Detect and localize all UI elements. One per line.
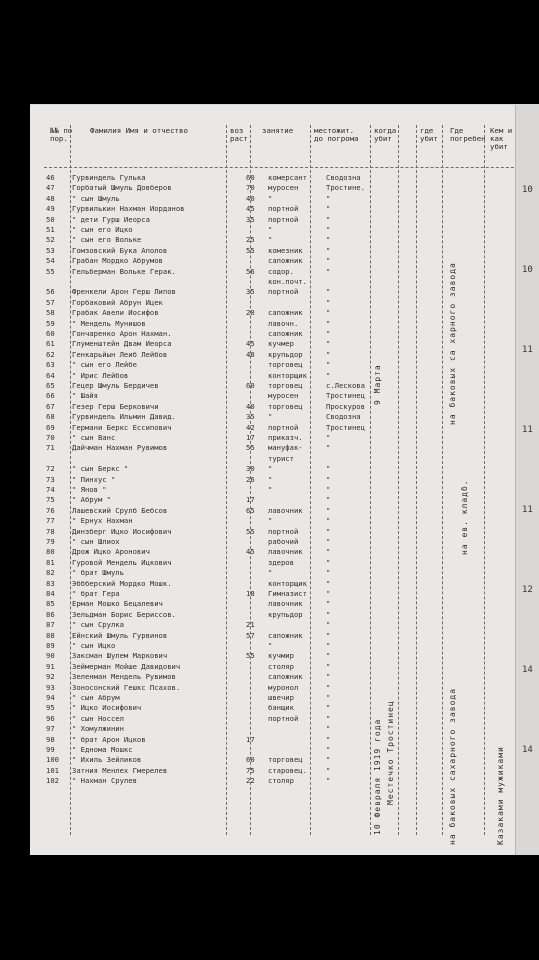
row-residence: " (326, 745, 331, 754)
row-number: 63 (46, 360, 55, 370)
strip-mark: 12 (522, 585, 533, 595)
row-name: Гурвилькин Нахман Иорданов (72, 204, 185, 214)
strip-mark: 11 (522, 425, 533, 435)
row-name: " Еднома Мошкс (72, 745, 133, 754)
row-residence: " (326, 578, 331, 588)
row-name: Лашевский Срулб Бебсов (72, 505, 168, 515)
row-occupation: портной (268, 287, 299, 297)
row-number: 92 (46, 672, 55, 682)
row-residence: " (326, 225, 331, 234)
row-name: " дети Гурш Иеорса (72, 214, 150, 224)
row-name: Горбаковий Абрун Ицек (72, 297, 163, 307)
row-residence: " (326, 526, 331, 536)
row-number: 53 (46, 245, 55, 255)
vertical-burial-1: на баковых са харного завода (448, 262, 457, 425)
row-name: Гецер Шмуль Бердичев (72, 381, 159, 390)
row-name: " Ирис Лейбов (72, 370, 129, 380)
row-number: 64 (46, 370, 55, 380)
row-residence: " (326, 661, 331, 671)
row-number: 88 (46, 630, 55, 640)
row-occupation: комезник (268, 245, 303, 255)
strip-mark: 14 (522, 665, 533, 675)
row-residence: " (326, 734, 331, 744)
row-number: 90 (46, 651, 55, 661)
row-name: Зоносонский Гешкс Псахов. (72, 682, 181, 692)
document-page (30, 105, 539, 855)
row-residence: " (326, 266, 331, 276)
row-occupation: портной (268, 204, 299, 214)
row-occupation: " (268, 568, 273, 578)
row-age: 17 (246, 734, 255, 744)
row-residence: " (326, 547, 331, 557)
row-occupation: " (268, 464, 273, 474)
row-age: 17 (246, 433, 255, 442)
row-number: 89 (46, 641, 55, 650)
row-number: 57 (46, 297, 55, 307)
row-age: 55 (246, 651, 255, 661)
row-occupation: " (268, 235, 273, 245)
row-name: " сын Ванс (72, 433, 116, 442)
row-number: 76 (46, 505, 55, 515)
row-residence: " (326, 568, 331, 578)
row-number: 83 (46, 578, 55, 588)
row-occupation: столяр (268, 661, 294, 671)
row-name: Гончаренко Арон Нахман. (72, 329, 172, 338)
row-occupation: турист (268, 453, 294, 463)
row-number: 61 (46, 339, 55, 349)
row-name: " сын его Вольке (72, 235, 142, 245)
row-age: 35 (246, 214, 255, 224)
row-name: " Нахман Срулев (72, 776, 137, 786)
row-residence: Сводозна (326, 173, 361, 182)
row-number: 51 (46, 225, 55, 234)
row-name: " сын Шлиох (72, 537, 120, 546)
row-number: 96 (46, 713, 55, 723)
row-occupation: лавочник (268, 505, 303, 515)
row-residence: " (326, 589, 331, 598)
row-name: Гезер Герш Берковичи (72, 401, 159, 411)
row-number: 79 (46, 537, 55, 546)
row-name: Эббберский Мордко Мошк. (72, 578, 172, 588)
row-occupation: портной (268, 526, 299, 536)
row-name: Гурвиндель Гулька (72, 173, 146, 182)
row-number: 46 (46, 173, 55, 182)
row-number: 60 (46, 329, 55, 338)
row-number: 86 (46, 609, 55, 619)
header-killed-by: Кем и как убит (490, 126, 513, 151)
row-number: 80 (46, 547, 55, 557)
row-occupation: крупьдор (268, 349, 303, 359)
column-line (442, 125, 443, 835)
row-residence: " (326, 776, 331, 786)
row-number: 81 (46, 557, 55, 567)
row-number: 82 (46, 568, 55, 578)
row-residence: " (326, 318, 331, 328)
row-name: " сын его Лейбе (72, 360, 137, 370)
row-residence: Тростинец (326, 391, 365, 401)
row-name: Гельберман Вольке Герак. (72, 266, 176, 276)
row-occupation: торговец (268, 381, 303, 390)
row-residence: " (326, 433, 331, 442)
row-occupation: муросен (268, 391, 299, 401)
row-number: 65 (46, 381, 55, 390)
row-name: Затния Менлех Гмерелев (72, 765, 168, 775)
row-age: 48 (246, 349, 255, 359)
strip-mark: 10 (522, 265, 533, 275)
row-residence: " (326, 256, 331, 266)
strip-mark: 11 (522, 345, 533, 355)
row-age: 55 (246, 245, 255, 255)
row-residence: " (326, 360, 331, 370)
column-line (484, 125, 485, 835)
row-age: 20 (246, 308, 255, 318)
row-residence: " (326, 474, 331, 484)
row-number: 48 (46, 193, 55, 203)
row-number: 99 (46, 745, 55, 754)
row-name: " сын Шмуль (72, 193, 120, 203)
row-occupation: торговец (268, 401, 303, 411)
row-name: " Мендель Мунишов (72, 318, 146, 328)
row-age: 45 (246, 204, 255, 214)
vertical-place: Местечко Тростинец (386, 700, 395, 805)
row-number: 50 (46, 214, 55, 224)
row-age: 26 (246, 474, 255, 484)
row-age: 55 (246, 443, 255, 453)
row-residence: " (326, 505, 331, 515)
row-name: " брат Арон Ицков (72, 734, 146, 744)
row-number: 91 (46, 661, 55, 671)
row-occupation: " (268, 474, 273, 484)
row-name: " сын Абрум (72, 693, 120, 702)
row-number: 68 (46, 412, 55, 422)
row-age: 18 (246, 589, 255, 598)
row-occupation: швечир (268, 693, 294, 702)
row-name: " Ихиль Зейликов (72, 755, 142, 765)
row-name: " Ернух Нахман (72, 516, 133, 526)
row-residence: " (326, 703, 331, 713)
row-name: Глуменштейн Двам Иеорса (72, 339, 172, 349)
row-name: Френкели Арон Герш Липов (72, 287, 176, 297)
row-occupation: " (268, 641, 273, 650)
row-name: Динзберг Ицко Иосифович (72, 526, 172, 536)
row-age: 70 (246, 183, 255, 193)
row-residence: Проскуров (326, 401, 365, 411)
row-number: 70 (46, 433, 55, 442)
row-residence: " (326, 349, 331, 359)
row-occupation: " (268, 412, 273, 422)
row-name: " Пинхус " (72, 474, 116, 484)
strip-mark: 14 (522, 745, 533, 755)
row-residence: " (326, 672, 331, 682)
row-occupation: лавочник (268, 547, 303, 557)
row-occupation: " (268, 485, 273, 494)
row-number: 66 (46, 391, 55, 401)
vertical-date-2: 9 Марта (373, 364, 382, 405)
row-occupation: " (268, 225, 273, 234)
row-occupation: кучмир (268, 651, 294, 661)
header-divider (44, 167, 539, 168)
row-number: 78 (46, 526, 55, 536)
row-residence: " (326, 204, 331, 214)
row-age: 17 (246, 495, 255, 505)
row-name: Грабан Мордко Абрумов (72, 256, 163, 266)
row-number: 74 (46, 485, 55, 494)
row-number: 67 (46, 401, 55, 411)
row-residence: " (326, 630, 331, 640)
row-residence: " (326, 537, 331, 546)
column-line (398, 125, 399, 835)
row-age: 60 (246, 381, 255, 390)
row-occupation: содор. (268, 266, 294, 276)
row-occupation: торговец (268, 755, 303, 765)
row-age: 60 (246, 755, 255, 765)
row-name: " сын Носсел (72, 713, 124, 723)
row-name: Генкарьйын Леиб Лейбов (72, 349, 168, 359)
row-occupation: муронол (268, 682, 299, 692)
strip-mark: 10 (522, 185, 533, 195)
row-number: 55 (46, 266, 55, 276)
row-number: 73 (46, 474, 55, 484)
column-line (70, 125, 71, 835)
row-occupation: сапожник (268, 256, 303, 266)
row-occupation: приказч. (268, 433, 303, 442)
strip-mark: 11 (522, 505, 533, 515)
row-age: 30 (246, 464, 255, 474)
row-name: " сын его Ицко (72, 225, 133, 234)
row-occupation: сапожник (268, 672, 303, 682)
header-name: Фамилия Имя и отчество (90, 126, 188, 135)
row-age: 21 (246, 620, 255, 630)
row-occupation: здеров (268, 557, 294, 567)
row-name: Заксман Шулем Маркович (72, 651, 168, 661)
row-residence: " (326, 516, 331, 526)
header-where-killed: где убит (420, 126, 438, 143)
row-name: Зеймерман Мойше Давидович (72, 661, 181, 671)
column-line (416, 125, 417, 835)
row-number: 93 (46, 682, 55, 692)
vertical-killed-by: Казаками мужиками (496, 746, 505, 845)
row-name: " Шайя (72, 391, 98, 401)
row-age: 35 (246, 287, 255, 297)
row-occupation: сапожник (268, 630, 303, 640)
row-occupation: торговец (268, 360, 303, 370)
row-occupation: сапожник (268, 329, 303, 338)
row-residence: " (326, 485, 331, 494)
row-number: 69 (46, 422, 55, 432)
row-occupation: конторщик (268, 370, 307, 380)
row-age: 57 (246, 630, 255, 640)
row-age: 45 (246, 547, 255, 557)
row-number: 85 (46, 599, 55, 609)
vertical-date-1: 10 Февраля 1919 года (373, 718, 382, 835)
row-name: Ейнский Шмуль Гурвинов (72, 630, 168, 640)
row-occupation: столяр (268, 776, 294, 786)
row-number: 84 (46, 589, 55, 598)
row-age: 35 (246, 412, 255, 422)
header-when-killed: когда убит (374, 126, 397, 143)
row-age: 60 (246, 173, 255, 182)
row-occupation: комерсант (268, 173, 307, 182)
row-residence: " (326, 287, 331, 297)
row-occupation: лавочник (268, 599, 303, 609)
row-name: Горбатый Шмуль Довберов (72, 183, 172, 193)
row-residence: " (326, 651, 331, 661)
row-occupation: кон.почт. (268, 277, 307, 286)
row-name: Гомзовский Бука Аполов (72, 245, 168, 255)
row-residence: " (326, 464, 331, 474)
row-residence: " (326, 682, 331, 692)
row-residence: " (326, 765, 331, 775)
row-age: 55 (246, 526, 255, 536)
row-number: 58 (46, 308, 55, 318)
row-name: " брат Шмуль (72, 568, 124, 578)
row-age: 22 (246, 776, 255, 786)
row-name: " Абрум " (72, 495, 111, 505)
row-residence: " (326, 724, 331, 734)
row-residence: " (326, 620, 331, 630)
row-occupation: Гимназист (268, 589, 307, 598)
row-name: " Ицко Иосифович (72, 703, 142, 713)
row-occupation: конторщик (268, 578, 307, 588)
row-number: 54 (46, 256, 55, 266)
row-number: 95 (46, 703, 55, 713)
row-occupation: муросен (268, 183, 299, 193)
row-name: " Янов " (72, 485, 107, 494)
row-number: 59 (46, 318, 55, 328)
row-residence: " (326, 214, 331, 224)
row-number: 49 (46, 204, 55, 214)
row-residence: " (326, 297, 331, 307)
row-name: " сын Срулка (72, 620, 124, 630)
row-number: 94 (46, 693, 55, 702)
row-occupation: мануфак- (268, 443, 303, 453)
row-residence: с.Лескова (326, 381, 365, 390)
row-number: 56 (46, 287, 55, 297)
row-occupation: старовец. (268, 765, 307, 775)
row-residence: " (326, 693, 331, 702)
header-occupation: занятие (262, 126, 294, 135)
row-occupation: портной (268, 713, 299, 723)
row-age: 40 (246, 401, 255, 411)
row-residence: " (326, 641, 331, 650)
row-residence: " (326, 370, 331, 380)
next-page-edge (515, 105, 539, 855)
row-name: " сын Беркс " (72, 464, 129, 474)
row-number: 101 (46, 765, 59, 775)
row-occupation: портной (268, 214, 299, 224)
row-name: Гурвиндель Ильмин Давид. (72, 412, 176, 422)
row-residence: Сводозна (326, 412, 361, 422)
row-number: 98 (46, 734, 55, 744)
row-number: 97 (46, 724, 55, 734)
row-residence: " (326, 713, 331, 723)
row-name: Зеленман Мендель Рувимов (72, 672, 176, 682)
row-number: 47 (46, 183, 55, 193)
row-residence: " (326, 193, 331, 203)
row-residence: " (326, 495, 331, 505)
row-number: 62 (46, 349, 55, 359)
row-name: " брат Гера (72, 589, 120, 598)
vertical-burial-2: на ев. кладб. (460, 479, 469, 555)
row-residence: " (326, 308, 331, 318)
row-name: Зельдман Борис Бериссов. (72, 609, 176, 619)
row-residence: " (326, 339, 331, 349)
row-name: Германи Беркс Ессипович (72, 422, 172, 432)
row-occupation: " (268, 516, 273, 526)
row-number: 75 (46, 495, 55, 505)
row-number: 77 (46, 516, 55, 526)
row-age: 65 (246, 505, 255, 515)
row-residence: " (326, 245, 331, 255)
row-residence: " (326, 235, 331, 245)
row-number: 87 (46, 620, 55, 630)
row-residence: " (326, 599, 331, 609)
vertical-burial-3: на баковых сахарного завода (448, 687, 457, 845)
row-name: Ерман Мошко Бецалевич (72, 599, 163, 609)
header-residence: местожит. до погрома (314, 126, 359, 143)
row-residence: Тростинец (326, 422, 365, 432)
row-residence: " (326, 443, 331, 453)
header-burial: Где погребен (450, 126, 486, 143)
row-occupation: портной (268, 422, 299, 432)
row-age: 42 (246, 422, 255, 432)
row-occupation: сапожник (268, 308, 303, 318)
row-occupation: кучмер (268, 339, 294, 349)
row-residence: Тростине. (326, 183, 365, 193)
row-age: 75 (246, 765, 255, 775)
row-number: 52 (46, 235, 55, 245)
row-name: Дайчман Нахман Рувимов (72, 443, 168, 453)
row-age: 45 (246, 339, 255, 349)
row-name: Гуровой Мендель Ицкович (72, 557, 172, 567)
row-number: 71 (46, 443, 55, 453)
row-residence: " (326, 609, 331, 619)
row-occupation: банщик (268, 703, 294, 713)
row-number: 100 (46, 755, 59, 765)
row-occupation: рабочий (268, 537, 299, 546)
row-name: Грабак Авели Иосифов (72, 308, 159, 318)
row-name: Дрож Ицко Аронович (72, 547, 150, 557)
row-occupation: лавочн. (268, 318, 299, 328)
row-occupation: " (268, 193, 273, 203)
row-age: 56 (246, 266, 255, 276)
row-number: 102 (46, 776, 59, 786)
header-age: воз раст (230, 126, 248, 143)
row-residence: " (326, 329, 331, 338)
row-residence: " (326, 755, 331, 765)
row-name: " сын Ицко (72, 641, 116, 650)
header-number: №№ по пор. (50, 126, 73, 143)
row-residence: " (326, 557, 331, 567)
row-occupation: крупьдор (268, 609, 303, 619)
row-number: 72 (46, 464, 55, 474)
row-age: 25 (246, 235, 255, 245)
row-name: " Хомулжинин (72, 724, 124, 734)
row-age: 40 (246, 193, 255, 203)
